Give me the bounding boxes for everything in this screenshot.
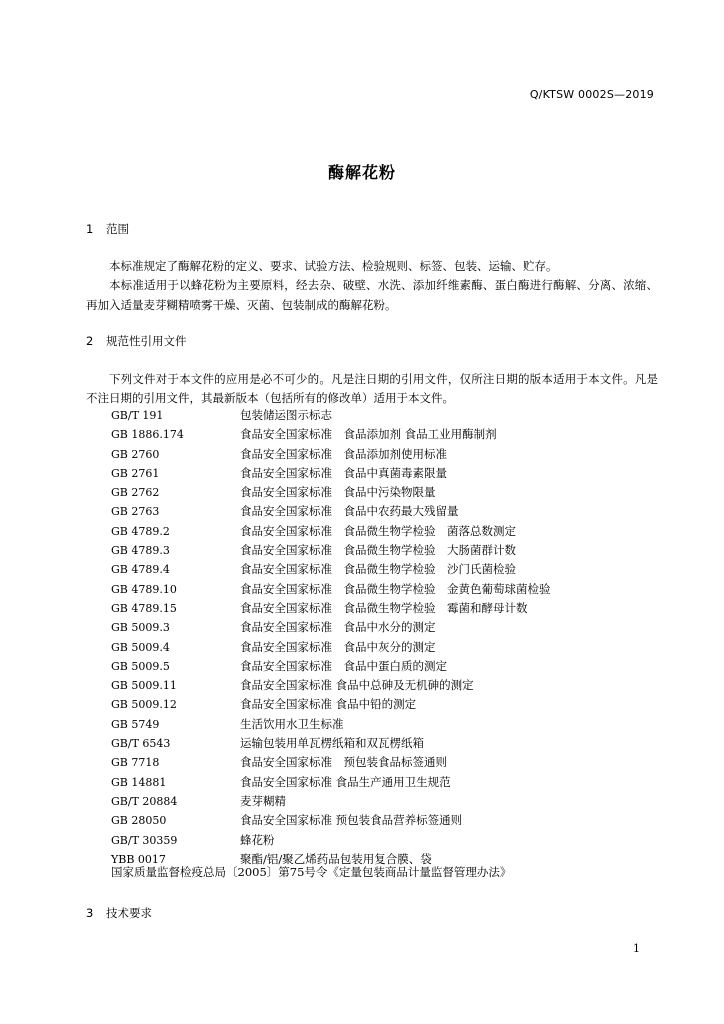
reference-title: 食品安全国家标准 食品添加剂 食品工业用酶制剂 <box>240 427 497 442</box>
scope-paragraph-1: 本标准规定了酶解花粉的定义、要求、试验方法、检验规则、标签、包装、运输、贮存。 <box>109 259 558 273</box>
scope-paragraph-2: 本标准适用于以蜂花粉为主要原料，经去杂、破壁、水洗、添加纤维素酶、蛋白酶进行酶解、分离、浓缩、再加入适量麦芽糊精喷雾干燥、灭菌、包装制成的酶解花粉。 <box>86 278 658 312</box>
reference-code: YBB 0017 <box>111 852 166 866</box>
reference-item <box>0 831 724 850</box>
standard-code: Q/KTSW 0002S—2019 <box>529 88 654 101</box>
reference-item <box>0 406 724 425</box>
reference-item <box>0 753 724 772</box>
reference-title: 食品安全国家标准 食品中蛋白质的测定 <box>240 658 447 673</box>
reference-title: 食品安全国家标准 食品微生物学检验 菌落总数测定 <box>240 523 516 538</box>
reference-code: GB 5749 <box>111 717 160 731</box>
reference-code: GB 5009.4 <box>111 640 170 654</box>
reference-title: 食品安全国家标准 食品微生物学检验 金黄色葡萄球菌检验 <box>240 581 551 596</box>
reference-title: 蜂花粉 <box>240 832 275 847</box>
reference-title: 食品安全国家标准 食品中真菌毒素限量 <box>240 465 447 480</box>
reference-item <box>0 657 724 676</box>
reference-title: 食品安全国家标准 食品中铅的测定 <box>240 697 417 712</box>
reference-code: GB 4789.2 <box>111 524 170 538</box>
reference-title: 食品安全国家标准 预包装食品标签通则 <box>240 755 447 770</box>
reference-list <box>0 406 724 869</box>
reference-code: GB 7718 <box>111 756 160 770</box>
reference-code: GB 4789.3 <box>111 544 170 558</box>
reference-item <box>0 792 724 811</box>
reference-item <box>0 638 724 657</box>
reference-item <box>0 483 724 502</box>
reference-title: 聚酯/铝/聚乙烯药品包装用复合膜、袋 <box>240 851 432 866</box>
section-heading-scope <box>86 221 129 237</box>
references-intro: 下列文件对于本文件的应用是必不可少的。凡是注日期的引用文件，仅所注日期的版本适用于本文件。凡是不注日期的引用文件，其最新版本（包括所有的修改单）适用于本文件。 <box>86 372 658 405</box>
reference-item <box>0 599 724 618</box>
reference-item <box>0 734 724 753</box>
reference-code: GB 14881 <box>111 775 167 789</box>
reference-code: GB 2761 <box>111 466 160 480</box>
reference-title: 运输包装用单瓦楞纸箱和双瓦楞纸箱 <box>240 736 424 751</box>
reference-item <box>0 695 724 714</box>
section-title: 技术要求 <box>106 906 152 920</box>
reference-item <box>0 715 724 734</box>
document-title: 酶解花粉 <box>327 163 396 182</box>
section-heading-references <box>86 333 187 349</box>
reference-item <box>0 618 724 637</box>
section-title: 规范性引用文件 <box>106 334 187 348</box>
reference-code: GB 1886.174 <box>111 428 184 442</box>
reference-code: GB/T 6543 <box>111 737 171 751</box>
reference-title: 食品安全国家标准 食品中灰分的测定 <box>240 639 436 654</box>
reference-title: 食品安全国家标准 食品中污染物限量 <box>240 485 436 500</box>
reference-code: GB 5009.11 <box>111 679 177 693</box>
reference-item <box>0 502 724 521</box>
reference-title: 生活饮用水卫生标准 <box>240 716 344 731</box>
reference-item <box>0 560 724 579</box>
reference-title: 食品安全国家标准 食品微生物学检验 霉菌和酵母计数 <box>240 600 528 615</box>
reference-title: 食品安全国家标准 食品微生物学检验 大肠菌群计数 <box>240 543 516 558</box>
reference-code: GB/T 30359 <box>111 833 178 847</box>
reference-code: GB 2763 <box>111 505 160 519</box>
reference-code: GB/T 20884 <box>111 794 178 808</box>
section-title: 范围 <box>106 222 129 236</box>
reference-item <box>0 464 724 483</box>
reference-code: GB 4789.10 <box>111 582 177 596</box>
reference-item <box>0 425 724 444</box>
section-number: 1 <box>86 222 94 236</box>
reference-title: 食品安全国家标准 食品添加剂使用标准 <box>240 446 447 461</box>
section-heading-technical-requirements <box>86 905 152 921</box>
reference-title: 麦芽糊精 <box>240 793 286 808</box>
reference-code: GB 5009.5 <box>111 659 170 673</box>
page-number: 1 <box>633 942 640 955</box>
reference-title: 食品安全国家标准 食品微生物学检验 沙门氏菌检验 <box>240 562 516 577</box>
reference-code: GB 2762 <box>111 486 160 500</box>
reference-code: GB 2760 <box>111 447 160 461</box>
reference-item <box>0 811 724 830</box>
reference-title: 食品安全国家标准 预包装食品营养标签通则 <box>240 813 463 828</box>
reference-code: GB 5009.12 <box>111 698 177 712</box>
reference-code: GB 28050 <box>111 814 167 828</box>
reference-code: GB 5009.3 <box>111 621 170 635</box>
reference-item <box>0 676 724 695</box>
reference-item <box>0 445 724 464</box>
reference-title: 食品安全国家标准 食品生产通用卫生规范 <box>240 774 451 789</box>
reference-item <box>0 541 724 560</box>
reference-code: GB 4789.4 <box>111 563 170 577</box>
reference-note: 国家质量监督检疫总局〔2005〕第75号令《定量包装商品计量监督管理办法》 <box>111 865 512 879</box>
reference-code: GB/T 191 <box>111 409 164 422</box>
reference-title: 食品安全国家标准 食品中水分的测定 <box>240 620 436 635</box>
reference-code: GB 4789.15 <box>111 601 177 615</box>
reference-item <box>0 773 724 792</box>
reference-item <box>0 580 724 599</box>
reference-title: 食品安全国家标准 食品中农药最大残留量 <box>240 504 459 519</box>
reference-item <box>0 522 724 541</box>
reference-title: 食品安全国家标准 食品中总砷及无机砷的测定 <box>240 678 474 693</box>
section-number: 2 <box>86 334 94 348</box>
section-number: 3 <box>86 906 94 920</box>
reference-title: 包装储运图示标志 <box>240 408 332 422</box>
